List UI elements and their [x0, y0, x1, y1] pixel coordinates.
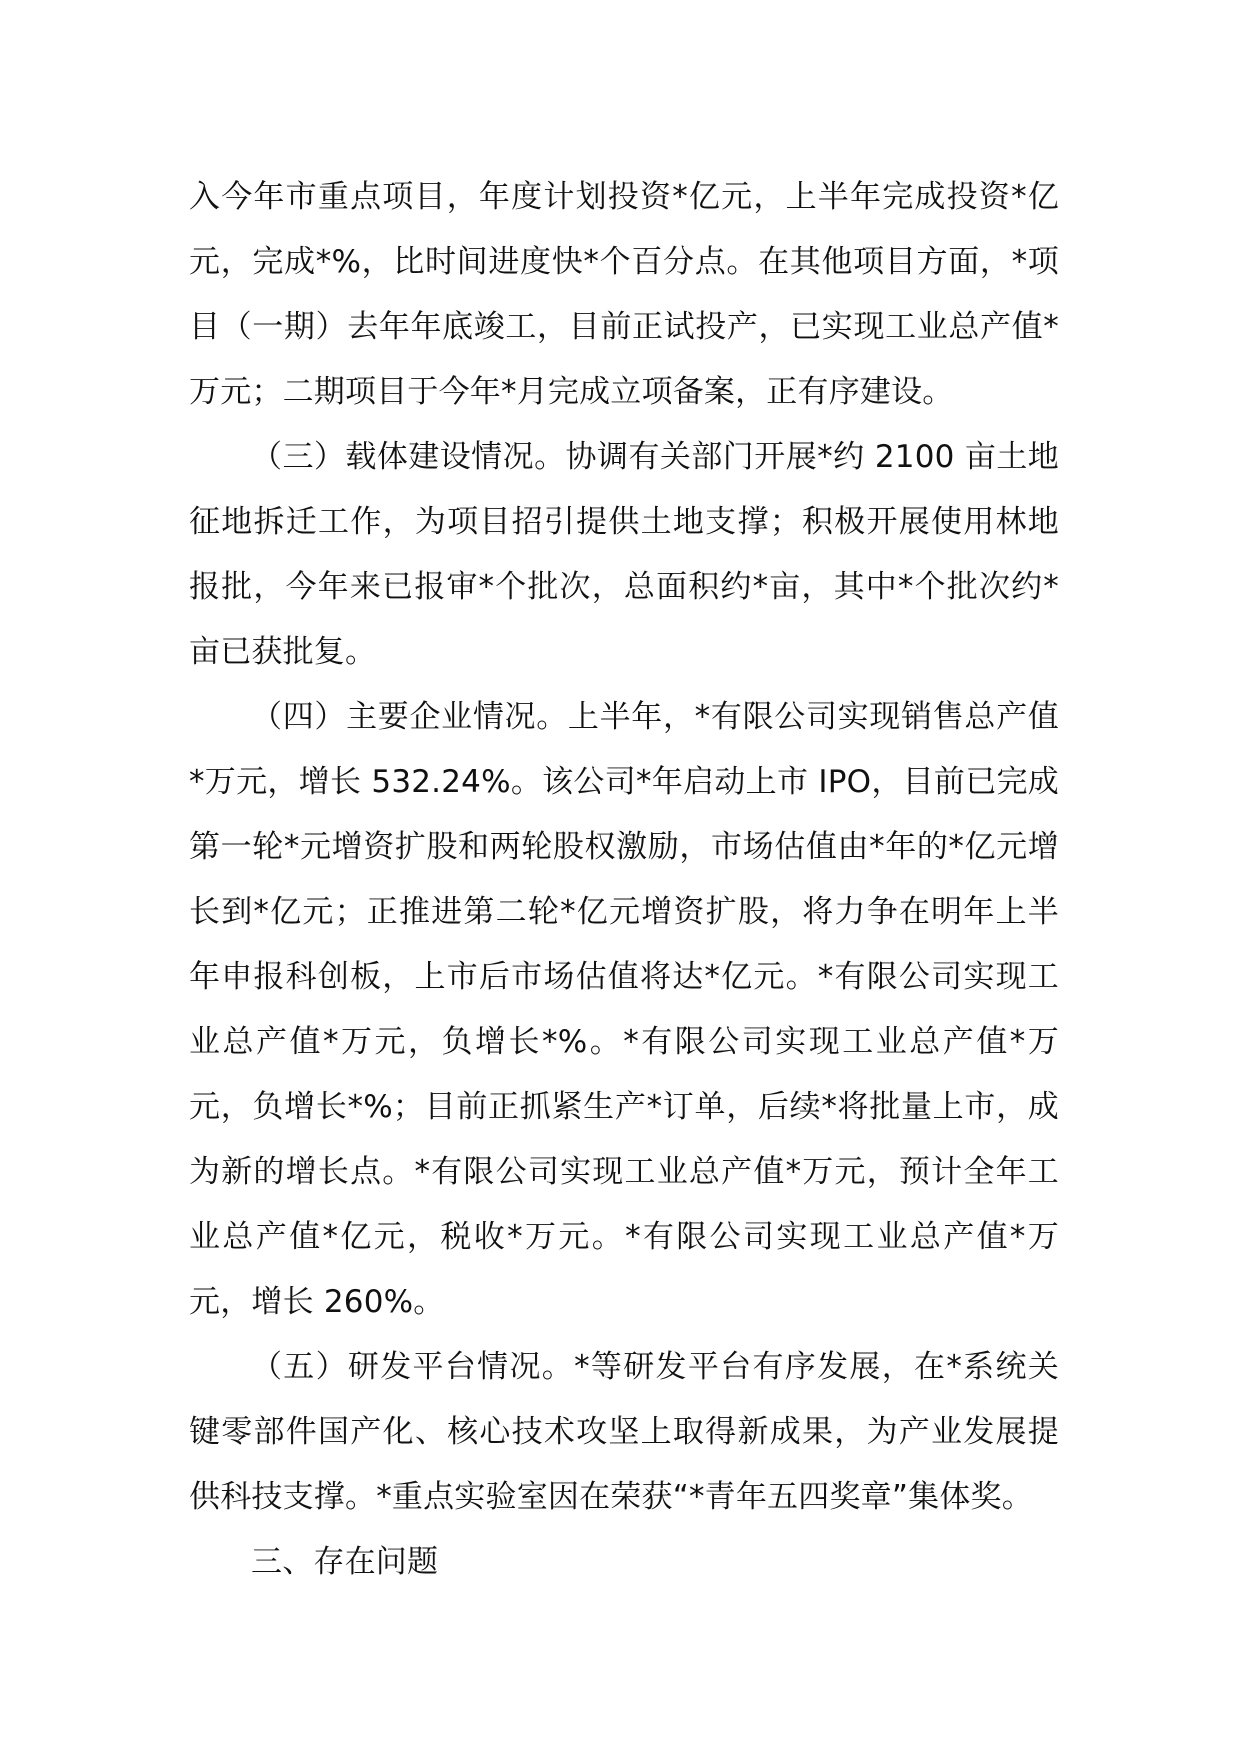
paragraph-carrier-construction: （三）载体建设情况。协调有关部门开展*约 2100 亩土地征地拆迁工作，为项目招引提供土地支撑；积极开展使用林地报批，今年来已报审*个批次，总面积约*亩，其中*个批次约*亩已获批复。 — [189, 439, 1059, 670]
document-body — [189, 165, 1059, 1595]
paragraph-major-enterprises: （四）主要企业情况。上半年，*有限公司实现销售总产值*万元，增长 532.24%。该公司*年启动上市 IPO，目前已完成第一轮*元增资扩股和两轮股权激励，市场估值由*年的*亿元增长到*亿元；正推进第二轮*亿元增资扩股，将力争在明年上半年申报科创板，上市后市场估值将达*亿元。*有限公司实现工业总产值*万元，负增长*%。*有限公司实现工业总产值*万元，负增长*%；目前正抓紧生产*订单，后续*将批量上市，成为新的增长点。*有限公司实现工业总产值*万元，预计全年工业总产值*亿元，税收*万元。*有限公司实现工业总产值*万元，增长 260%。 — [189, 699, 1059, 1320]
paragraph-project-investment: 入今年市重点项目，年度计划投资*亿元，上半年完成投资*亿元，完成*%，比时间进度快*个百分点。在其他项目方面，*项目（一期）去年年底竣工，目前正试投产，已实现工业总产值*万元；二期项目于今年*月完成立项备案，正有序建设。 — [189, 179, 1059, 410]
paragraph-rd-platforms: （五）研发平台情况。*等研发平台有序发展，在*系统关键零部件国产化、核心技术攻坚上取得新成果，为产业发展提供科技支撑。*重点实验室因在荣获“*青年五四奖章”集体奖。 — [189, 1349, 1059, 1515]
section-heading-existing-problems: 三、存在问题 — [251, 1544, 439, 1580]
